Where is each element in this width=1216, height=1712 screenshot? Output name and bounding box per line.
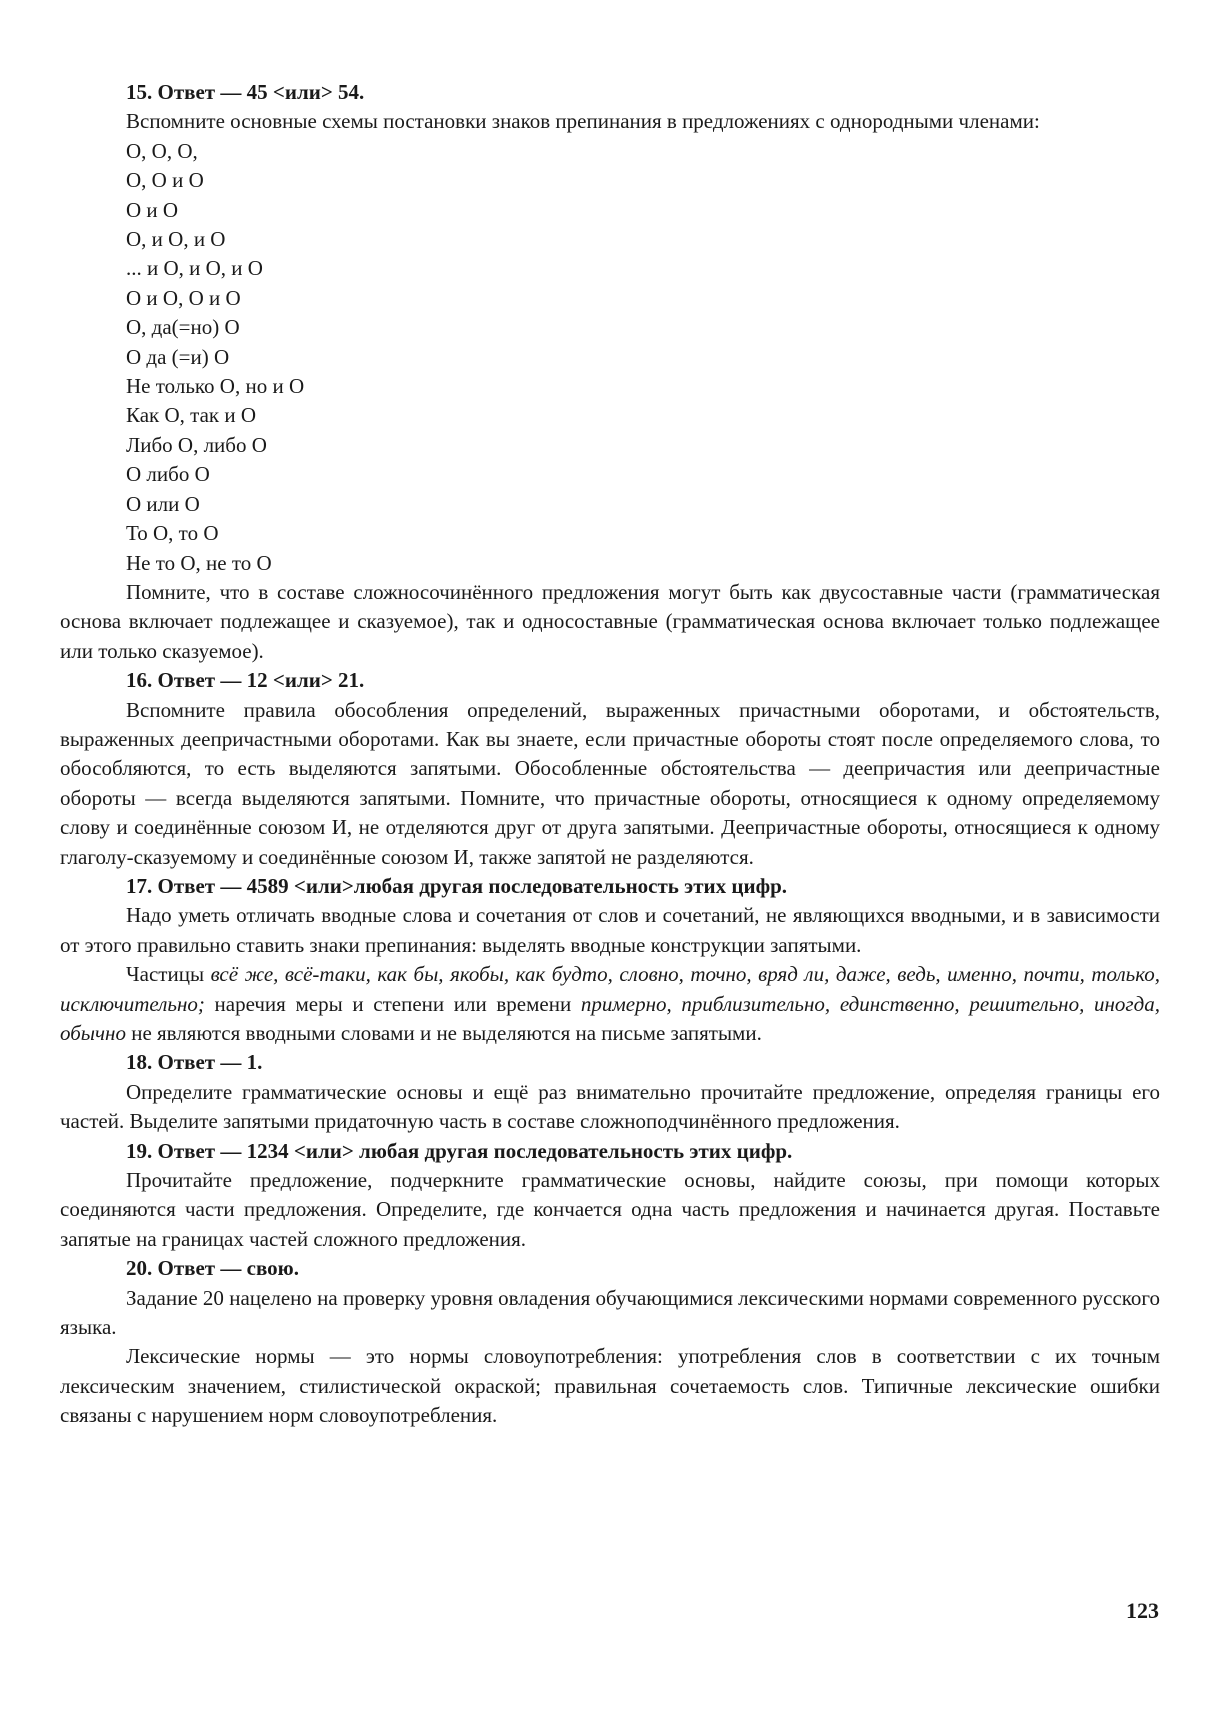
page-content bbox=[60, 78, 1160, 1431]
answer-16-heading: 16. Ответ — 12 <или> 21. bbox=[126, 668, 365, 693]
scheme-item: Не то О, не то О bbox=[126, 550, 272, 575]
adverbs-lead: наречия меры и степени или времени bbox=[204, 991, 581, 1016]
answer-15-note: Помните, что в составе сложносочинённого предложения могут быть как двусоставные части (грамматическая основа включает подлежащее и сказуемое), так и односоставные (грамматическая основа включает только подлежащее или только сказуемое). bbox=[60, 579, 1160, 663]
scheme-list bbox=[60, 137, 1160, 578]
answer-16-body: Вспомните правила обособления определений, выраженных причастными оборотами, и обстоятельств, выраженных деепричастными оборотами. Как вы знаете, если причастные обороты стоят после определяемого слова, то обособляются, то есть выделяются запятыми. Обособленные обстоятельства — деепричастия или деепричастные обороты — всегда выделяются запятыми. Помните, что причастные обороты, относящиеся к одному определяемому слову и соединённые союзом И, не отделяются друг от друга запятыми. Деепричастные обороты, относящиеся к одному глаголу-сказуемому и соединённые союзом И, также запятой не разделяются. bbox=[60, 697, 1160, 869]
particles-examples: всё же, всё-таки, как бы, якобы, как будто, словно, точно, вряд ли, даже, ведь, именно, почти, только, исключительно; bbox=[60, 962, 1161, 1016]
answer-20-body: Задание 20 нацелено на проверку уровня овладения обучающимися лексическими нормами современного русского языка. bbox=[60, 1285, 1160, 1340]
particles-conclusion: не являются вводными словами и не выделяются на письме запятыми. bbox=[125, 1021, 762, 1045]
answer-20-lexical-norms: Лексические нормы — это нормы словоупотребления: употребления слов в соответствии с их точным лексическим значением, стилистической окраской; правильная сочетаемость слов. Типичные лексические ошибки связаны с нарушением норм словоупотребления. bbox=[60, 1344, 1160, 1428]
scheme-item: ... и О, и О, и О bbox=[126, 256, 263, 281]
answer-15-intro: Вспомните основные схемы постановки знаков препинания в предложениях с однородными членами: bbox=[126, 109, 1040, 134]
scheme-item: О и О, О и О bbox=[126, 285, 241, 310]
adverbs-examples: примерно, приблизительно, единственно, решительно, иногда, обычно bbox=[60, 991, 1160, 1045]
scheme-item: О либо О bbox=[126, 462, 210, 487]
scheme-item: О и О bbox=[126, 197, 179, 222]
scheme-item: О, и О, и О bbox=[126, 227, 226, 252]
page-number: 123 bbox=[1126, 1598, 1159, 1623]
answer-19-body: Прочитайте предложение, подчеркните грамматические основы, найдите союзы, при помощи которых соединяются части предложения. Определите, где кончается одна часть предложения и начинается другая. Поставьте запятые на границах частей сложного предложения. bbox=[60, 1168, 1160, 1251]
scheme-item: О да (=и) О bbox=[126, 344, 230, 369]
answer-20-heading: 20. Ответ — свою. bbox=[126, 1256, 299, 1281]
scheme-item: О, О и О bbox=[126, 168, 204, 193]
scheme-item: Как О, так и О bbox=[126, 403, 257, 428]
scheme-item: То О, то О bbox=[126, 521, 219, 546]
answer-15-heading: 15. Ответ — 45 <или> 54. bbox=[126, 80, 365, 104]
scheme-item: Не только О, но и О bbox=[126, 374, 305, 399]
answer-19-heading: 19. Ответ — 1234 <или> любая другая последовательность этих цифр. bbox=[126, 1138, 793, 1163]
scheme-item: О, да(=но) О bbox=[126, 315, 240, 340]
scheme-item: Либо О, либо О bbox=[126, 432, 267, 457]
answer-18-heading: 18. Ответ — 1. bbox=[126, 1050, 263, 1075]
scheme-item: О, О, О, bbox=[126, 138, 198, 163]
particles-lead: Частицы bbox=[126, 962, 211, 987]
answer-17-body: Надо уметь отличать вводные слова и сочетания от слов и сочетаний, не являющихся вводными, и в зависимости от этого правильно ставить знаки препинания: выделять вводные конструкции запятыми. bbox=[60, 903, 1160, 957]
answer-18-body: Определите грамматические основы и ещё раз внимательно прочитайте предложение, определяя границы его частей. Выделите запятыми придаточную часть в составе сложноподчинённого предложения. bbox=[60, 1079, 1160, 1134]
answer-17-heading: 17. Ответ — 4589 <или>любая другая последовательность этих цифр. bbox=[126, 873, 788, 898]
scheme-item: О или О bbox=[126, 491, 200, 516]
answer-17-particles bbox=[60, 960, 1160, 1048]
